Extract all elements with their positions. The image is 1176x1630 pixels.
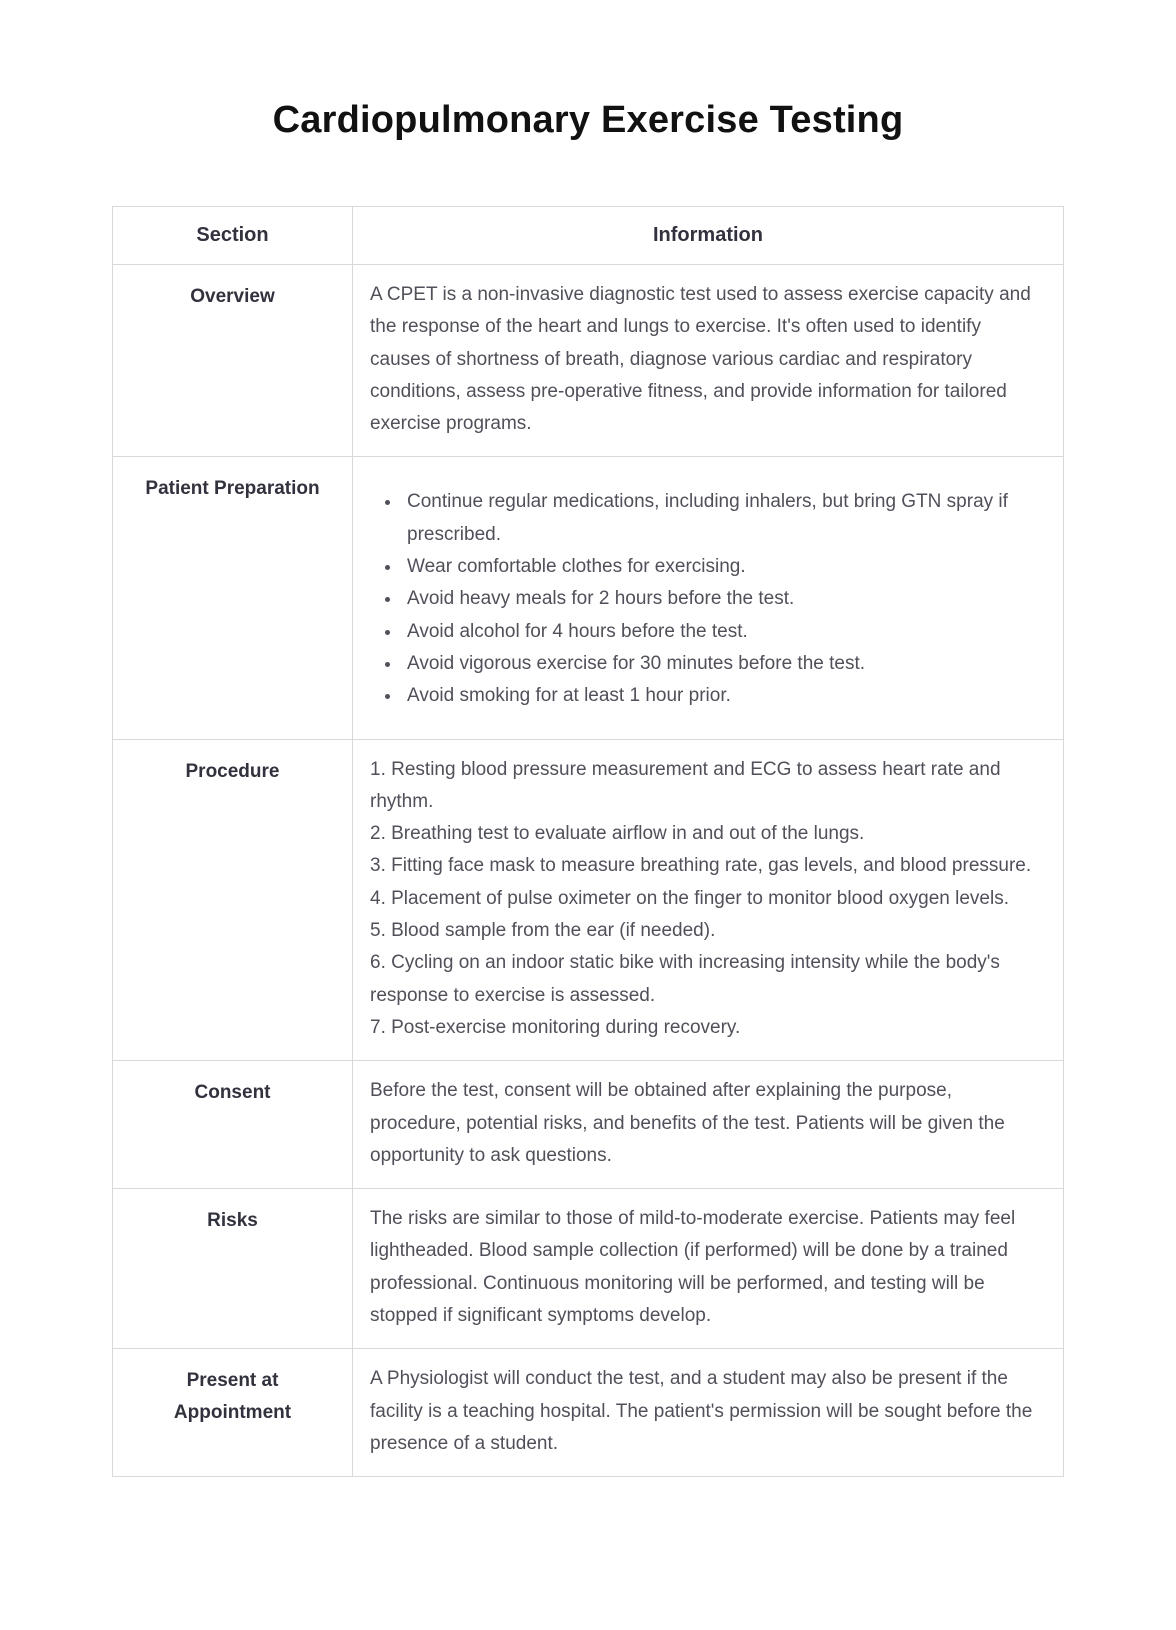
table-row-present-at-appointment (113, 1349, 1064, 1477)
list-item: • Avoid smoking for at least 1 hour prior. (402, 680, 1045, 712)
section-label-risks: Risks (113, 1189, 353, 1349)
section-label-consent: Consent (113, 1061, 353, 1189)
column-header-section: Section (113, 207, 353, 265)
table-row-consent (113, 1061, 1064, 1189)
info-table (112, 206, 1064, 1477)
info-text-consent: Before the test, consent will be obtained after explaining the purpose, procedure, potential risks, and benefits of the test. Patients will be given the opportunity to ask questions. (353, 1061, 1064, 1189)
list-item: • Wear comfortable clothes for exercising. (402, 551, 1045, 583)
procedure-step: 3. Fitting face mask to measure breathing rate, gas levels, and blood pressure. (370, 855, 1032, 877)
list-item: • Avoid vigorous exercise for 30 minutes before the test. (402, 648, 1045, 680)
table-row-procedure (113, 739, 1064, 1061)
table-header-row (113, 207, 1064, 265)
table-row-overview (113, 265, 1064, 457)
procedure-step: 4. Placement of pulse oximeter on the finger to monitor blood oxygen levels. (370, 887, 1009, 909)
preparation-bullet-list (370, 486, 1045, 712)
procedure-step: 1. Resting blood pressure measurement and ECG to assess heart rate and rhythm. (370, 758, 1001, 812)
table-row-patient-preparation (113, 457, 1064, 739)
info-text-present-at-appointment: A Physiologist will conduct the test, and a student may also be present if the facility is a teaching hospital. The patient's permission will be sought before the presence of a student. (353, 1349, 1064, 1477)
list-item: • Avoid heavy meals for 2 hours before the test. (402, 583, 1045, 615)
section-label-patient-preparation: Patient Preparation (113, 457, 353, 739)
procedure-step: 7. Post-exercise monitoring during recovery. (370, 1016, 741, 1038)
section-label-present-at-appointment: Present at Appointment (113, 1349, 353, 1477)
list-item: • Avoid alcohol for 4 hours before the test. (402, 616, 1045, 648)
procedure-step: 5. Blood sample from the ear (if needed). (370, 920, 716, 942)
procedure-step: 2. Breathing test to evaluate airflow in and out of the lungs. (370, 823, 865, 845)
list-item: • Continue regular medications, including inhalers, but bring GTN spray if prescribed. (402, 486, 1045, 551)
table-row-risks (113, 1189, 1064, 1349)
column-header-information: Information (353, 207, 1064, 265)
section-label-overview: Overview (113, 265, 353, 457)
procedure-step: 6. Cycling on an indoor static bike with increasing intensity while the body's response to exercise is assessed. (370, 952, 1000, 1006)
info-cell-patient-preparation (353, 457, 1064, 739)
info-text-risks: The risks are similar to those of mild-to-moderate exercise. Patients may feel lightheaded. Blood sample collection (if performed) will be done by a trained professional. Continuous monitoring will be performed, and testing will be stopped if significant symptoms develop. (353, 1189, 1064, 1349)
info-text-overview: A CPET is a non-invasive diagnostic test used to assess exercise capacity and the response of the heart and lungs to exercise. It's often used to identify causes of shortness of breath, diagnose various cardiac and respiratory conditions, assess pre-operative fitness, and provide information for tailored exercise programs. (353, 265, 1064, 457)
info-cell-procedure (353, 739, 1064, 1061)
section-label-procedure: Procedure (113, 739, 353, 1061)
page-title: Cardiopulmonary Exercise Testing (272, 99, 904, 141)
